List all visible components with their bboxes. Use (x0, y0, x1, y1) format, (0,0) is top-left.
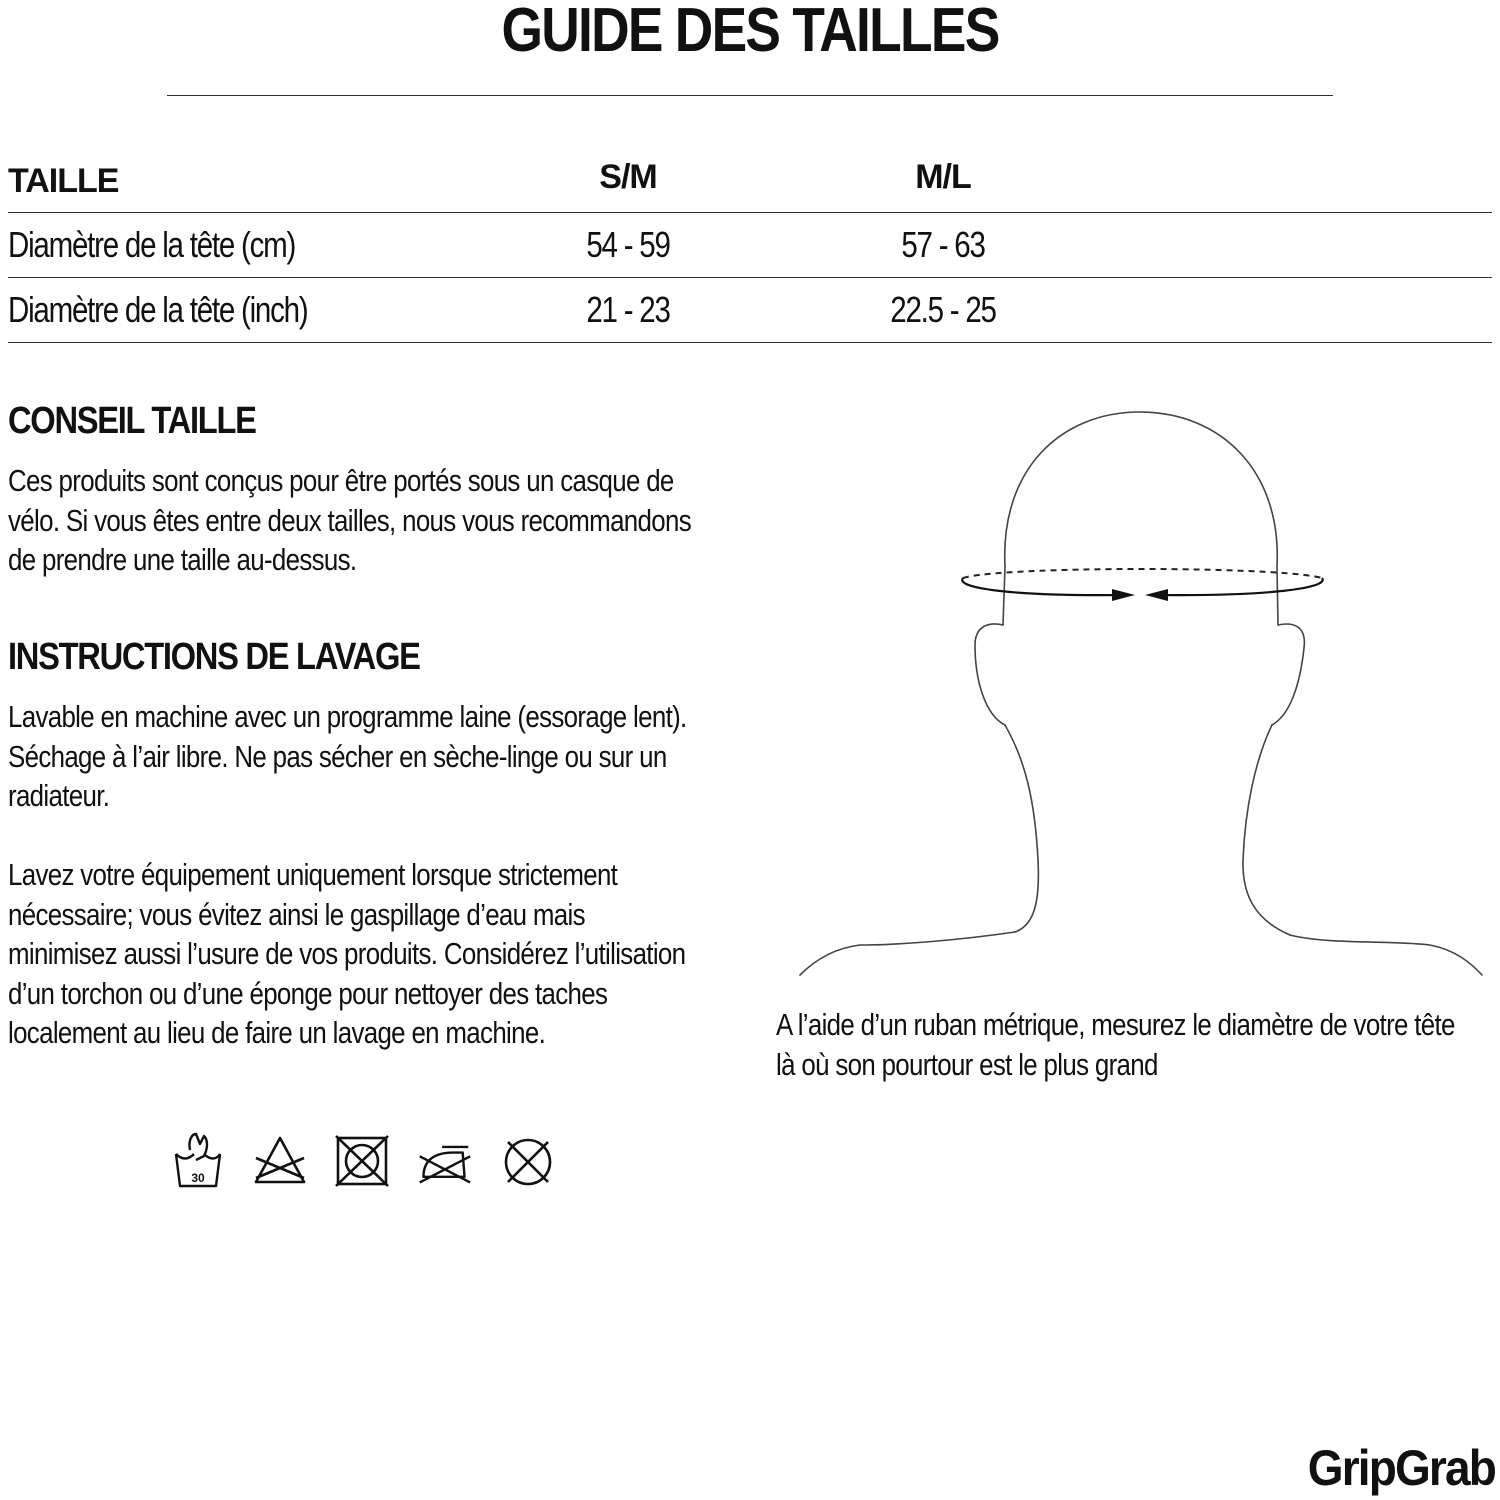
row-label-inch: Diamètre de la tête (inch) (8, 289, 308, 330)
cell-inch-s-m: 21 - 23 (586, 289, 670, 330)
no-tumble-dry-icon (334, 1130, 390, 1190)
header-m-l: M/L (915, 158, 971, 196)
table-row (8, 213, 1492, 278)
no-iron-icon (416, 1130, 472, 1190)
washing-text-2: Lavez votre équipement uniquement lorsque strictement nécessaire; vous évitez ainsi le gaspillage d’eau mais minimisez aussi l’usure de vos produits. Considérez l’utilisation d’un torchon ou d’une éponge pour nettoyer des taches localement au lieu de faire un lavage en machine. (8, 857, 686, 1050)
care-icons (170, 1130, 570, 1200)
washing-text-1: Lavable en machine avec un programme laine (essorage lent). Séchage à l’air libre. Ne pas sécher en sèche-linge ou sur un radiateur. (8, 699, 687, 813)
right-ear (1272, 624, 1304, 725)
shoulder-right (1290, 935, 1482, 975)
header-s-m: S/M (599, 158, 657, 196)
row-label-cm: Diamètre de la tête (cm) (8, 224, 296, 265)
gripgrab-logo: GripGrab (1307, 1440, 1495, 1496)
neck-left (1005, 725, 1038, 932)
cell-cm-m-l: 57 - 63 (901, 224, 985, 265)
hand-wash-30-icon (170, 1130, 226, 1190)
tape-front-left (962, 578, 1118, 595)
wash-temperature: 30 (191, 1171, 205, 1185)
size-advice-text: Ces produits sont conçus pour être portés sous un casque de vélo. Si vous êtes entre deux tailles, nous vous recommandons de prendre une taille au-dessus. (8, 463, 691, 577)
table-header-row (8, 148, 1492, 213)
cell-cm-s-m: 54 - 59 (586, 224, 670, 265)
arrow-right-icon (1112, 589, 1135, 601)
neck-right (1243, 725, 1290, 935)
size-table (8, 148, 1492, 343)
title-divider (167, 95, 1333, 96)
head-measurement-illustration (790, 400, 1490, 990)
left-ear (975, 624, 1005, 725)
no-dry-clean-icon (500, 1130, 556, 1190)
size-advice-heading: CONSEIL TAILLE (8, 400, 256, 442)
tape-back-dashed (963, 569, 1322, 578)
arrow-left-icon (1145, 589, 1168, 601)
page-title: GUIDE DES TAILLES (501, 0, 999, 65)
cell-inch-m-l: 22.5 - 25 (890, 289, 996, 330)
no-bleach-icon (252, 1130, 308, 1190)
measurement-caption: A l’aide d’un ruban métrique, mesurez le diamètre de votre tête là où son pourtour est le plus grand (776, 1007, 1455, 1082)
shoulder-left (800, 932, 1015, 975)
table-row (8, 278, 1492, 343)
washing-heading: INSTRUCTIONS DE LAVAGE (8, 636, 420, 678)
header-size: TAILLE (8, 162, 119, 200)
head-outline-left-side (1003, 567, 1005, 625)
tape-front-right (1162, 578, 1323, 595)
